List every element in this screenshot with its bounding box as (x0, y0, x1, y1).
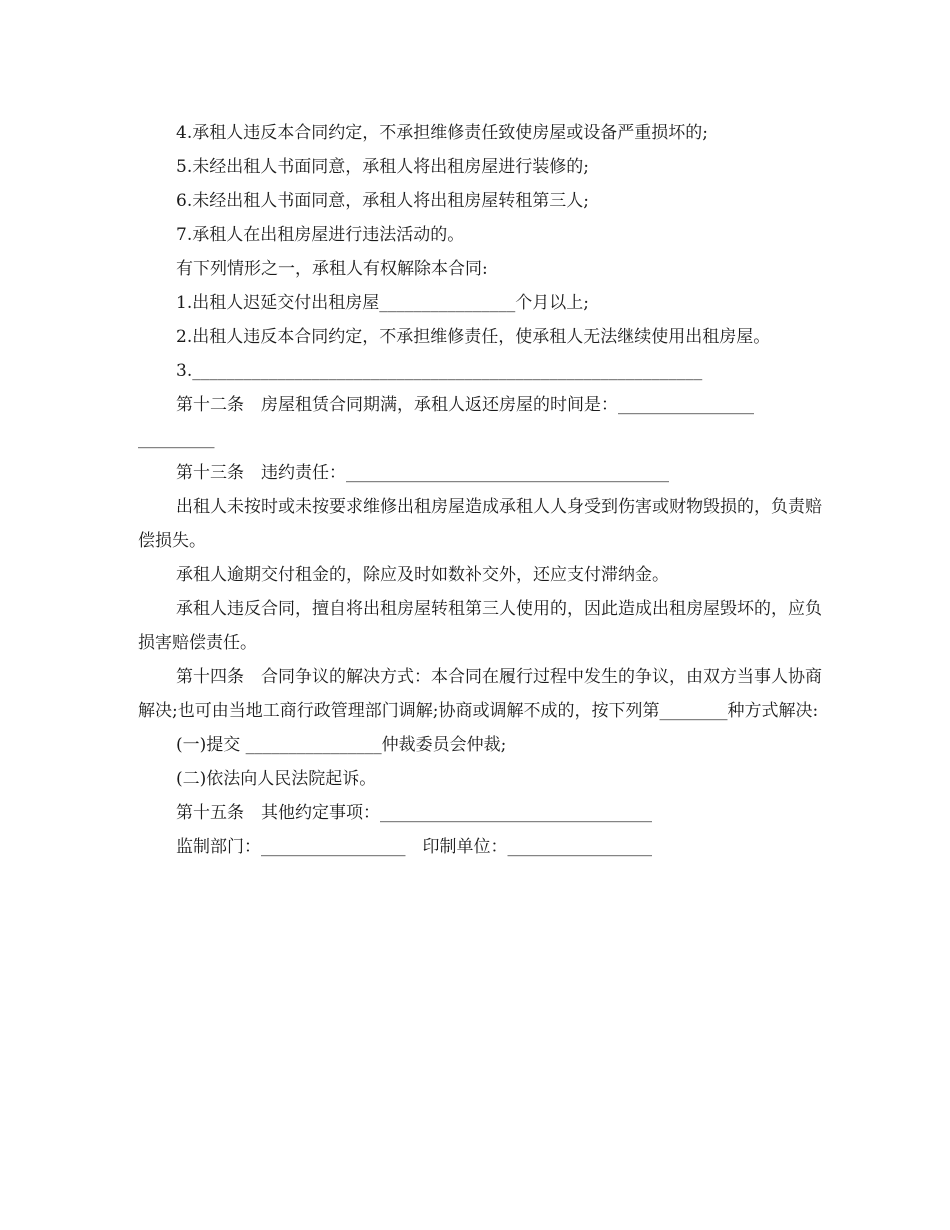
liability-sublet: 承租人违反合同，擅自将出租房屋转租第三人使用的，因此造成出租房屋毁坏的，应负损害赔偿责任。 (138, 599, 822, 653)
supervision-printing-line: 监制部门：_________________ 印制单位：_________________ (176, 837, 652, 857)
article-12-continued: _________ (138, 429, 215, 449)
article-15: 第十五条 其他约定事项：________________________________ (176, 803, 652, 823)
article-14: 第十四条 合同争议的解决方式：本合同在履行过程中发生的争议，由双方当事人协商解决;也可由当地工商行政管理部门调解;协商或调解不成的，按下列第________种方式解决: (138, 667, 822, 721)
contract-text (138, 116, 828, 864)
tenant-termination-heading: 有下列情形之一，承租人有权解除本合同: (176, 259, 488, 279)
dispute-option-1: (一)提交 ________________仲裁委员会仲裁; (176, 735, 507, 755)
clause-line-7: 7.承租人在出租房屋进行违法活动的。 (176, 225, 465, 245)
dispute-option-2: (二)依法向人民法院起诉。 (176, 769, 377, 789)
clause-line-5: 5.未经出租人书面同意，承租人将出租房屋进行装修的; (176, 157, 589, 177)
tenant-termination-item-1: 1.出租人迟延交付出租房屋________________个月以上; (176, 293, 589, 313)
tenant-termination-item-2: 2.出租人违反本合同约定，不承担维修责任，使承租人无法继续使用出租房屋。 (176, 327, 771, 347)
clause-line-6: 6.未经出租人书面同意，承租人将出租房屋转租第三人; (176, 191, 589, 211)
tenant-termination-item-3: 3.____________________________________________________________ (176, 361, 703, 381)
clause-line-4: 4.承租人违反本合同约定，不承担维修责任致使房屋或设备严重损坏的; (176, 123, 708, 143)
liability-late-rent: 承租人逾期交付租金的，除应及时如数补交外，还应支付滞纳金。 (176, 565, 669, 585)
article-13: 第十三条 违约责任：______________________________________ (176, 463, 669, 483)
liability-landlord: 出租人未按时或未按要求维修出租房屋造成承租人人身受到伤害或财物毁损的，负责赔偿损失。 (138, 497, 822, 551)
article-12: 第十二条 房屋租赁合同期满，承租人返还房屋的时间是：________________ (176, 395, 754, 415)
